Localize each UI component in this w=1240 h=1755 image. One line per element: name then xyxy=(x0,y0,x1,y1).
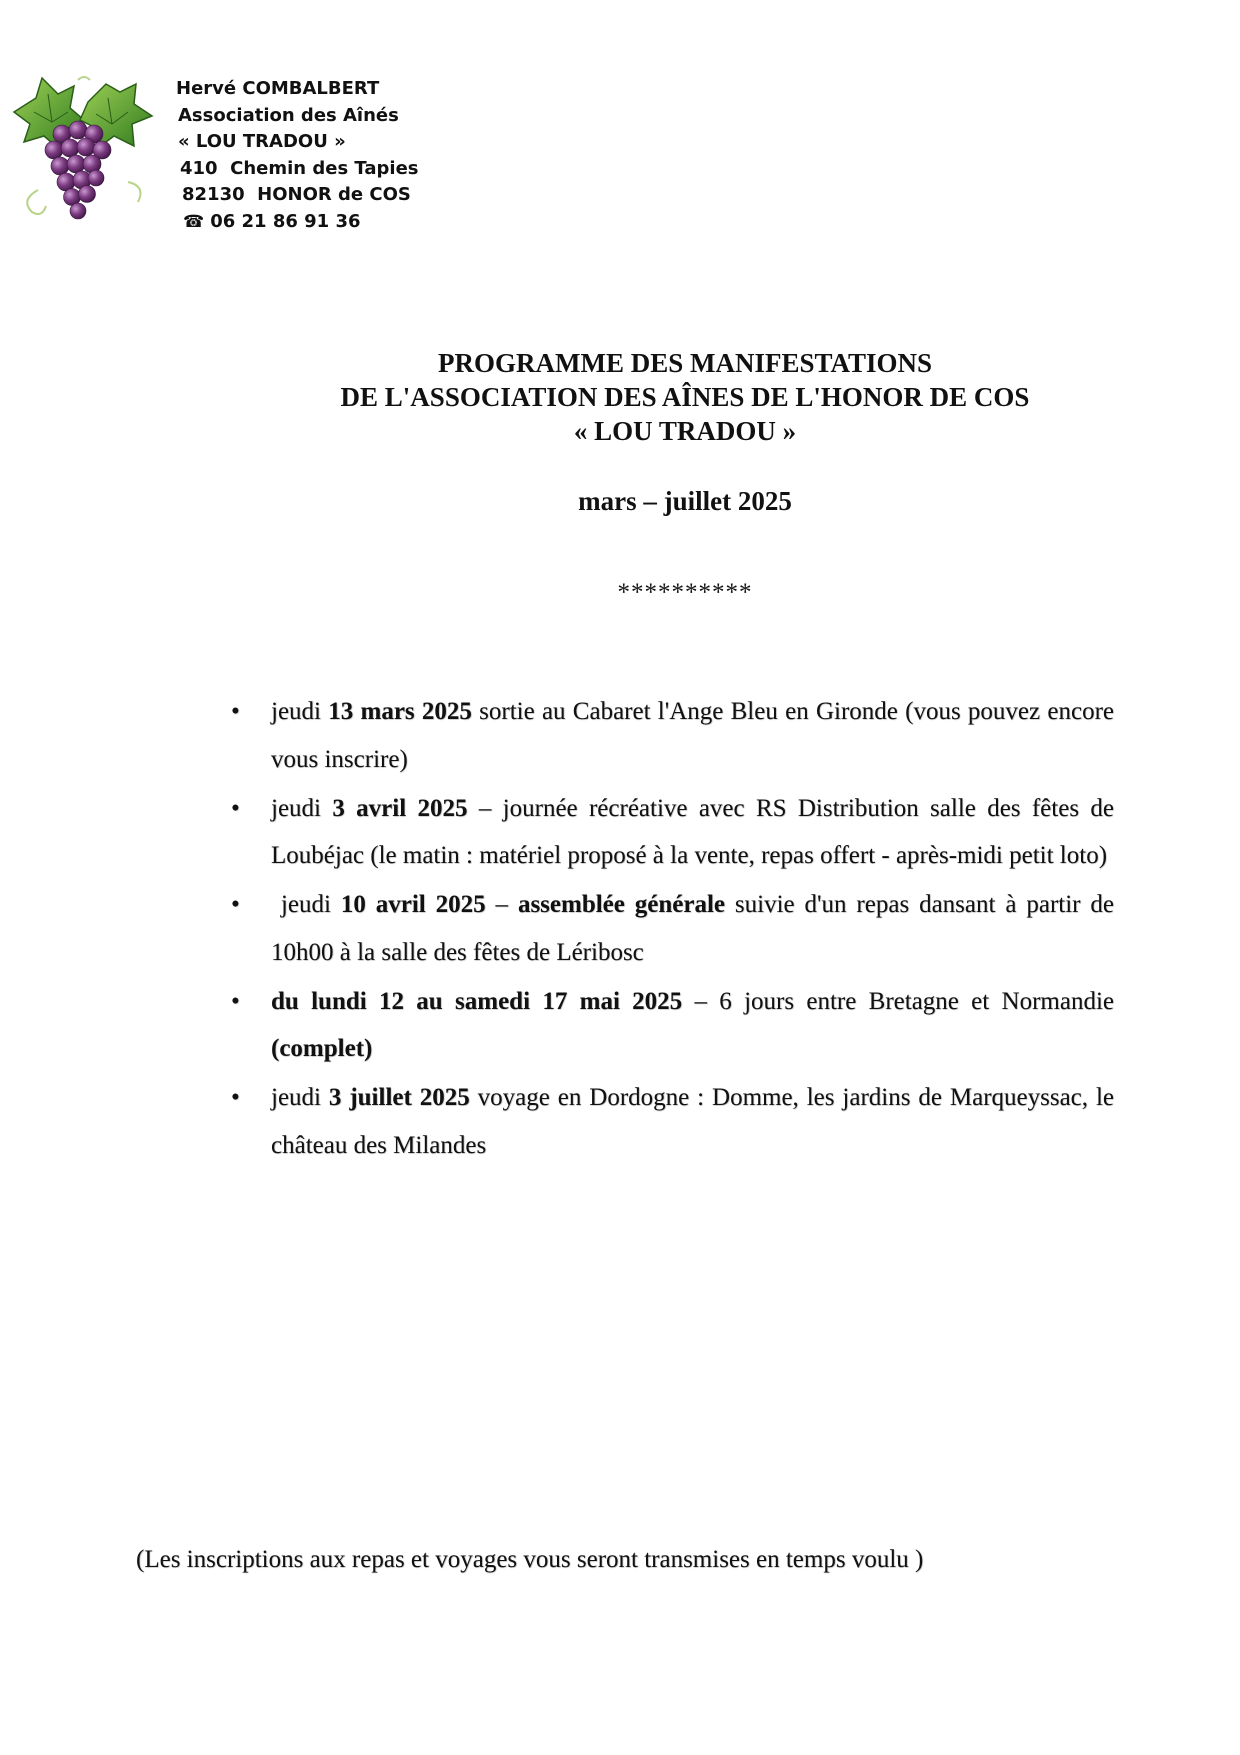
event-date: 13 mars 2025 xyxy=(328,698,472,725)
footer-note: (Les inscriptions aux repas et voyages vous seront transmises en temps voulu ) xyxy=(136,1546,924,1573)
event-date: 10 avril 2025 xyxy=(340,891,486,918)
sender-street: 410 Chemin des Tapies xyxy=(180,157,419,179)
event-date: 3 avril 2025 xyxy=(332,794,468,822)
event-highlight: assemblée générale xyxy=(517,891,725,918)
document-title xyxy=(0,346,1240,448)
bullet: • xyxy=(231,891,240,918)
sender-name: Hervé COMBALBERT xyxy=(176,78,380,99)
event-description: – journée récréative avec RS Distribution salle des fêtes de Loubéjac (le matin : matériel proposé à la vente, repas offert - après-midi petit loto) xyxy=(271,794,1114,869)
title-line-1: PROGRAMME DES MANIFESTATIONS xyxy=(437,348,933,378)
grape-logo-icon xyxy=(8,72,154,228)
title-line-2: DE L'ASSOCIATION DES AÎNES DE L'HONOR DE COS xyxy=(340,382,1030,412)
bullet: • xyxy=(231,1084,240,1111)
event-description: suivie d'un repas dansant à partir de 10h00 à la salle des fêtes de Léribosc xyxy=(271,891,1115,966)
sender-address-block xyxy=(176,76,419,235)
event-highlight: (complet) xyxy=(271,1035,373,1062)
list-item xyxy=(226,1074,1114,1169)
bullet: • xyxy=(231,698,240,725)
event-day: jeudi xyxy=(271,794,333,822)
bullet: • xyxy=(231,794,240,822)
event-description: – 6 jours entre Bretagne et Normandie xyxy=(682,987,1114,1015)
sender-phone: 06 21 86 91 36 xyxy=(210,210,361,232)
list-item xyxy=(226,978,1114,1073)
event-day: jeudi xyxy=(271,891,341,918)
list-item xyxy=(226,688,1114,783)
event-day: jeudi xyxy=(271,1084,329,1111)
sender-association-name: « LOU TRADOU » xyxy=(178,131,346,152)
bullet: • xyxy=(231,987,240,1015)
event-description: voyage en Dordogne : Domme, les jardins de Marqueyssac, le château des Milandes xyxy=(271,1084,1114,1159)
event-day: jeudi xyxy=(271,698,329,725)
title-line-3: « LOU TRADOU » xyxy=(573,416,797,446)
event-dash: – xyxy=(485,891,518,918)
events-list xyxy=(226,688,1114,1171)
event-date: du lundi 12 au samedi 17 mai 2025 xyxy=(271,987,683,1015)
sender-association: Association des Aînés xyxy=(178,104,399,126)
list-item xyxy=(226,785,1114,880)
telephone-icon: ☎ xyxy=(183,211,205,232)
event-date: 3 juillet 2025 xyxy=(328,1084,470,1111)
sender-city: 82130 HONOR de COS xyxy=(182,184,411,205)
period-heading: mars – juillet 2025 xyxy=(578,486,792,516)
event-description: sortie au Cabaret l'Ange Bleu en Gironde (vous pouvez encore vous inscrire) xyxy=(271,698,1114,773)
separator-stars: ********** xyxy=(617,579,753,606)
sender-phone-line xyxy=(176,209,419,236)
list-item xyxy=(226,881,1114,976)
